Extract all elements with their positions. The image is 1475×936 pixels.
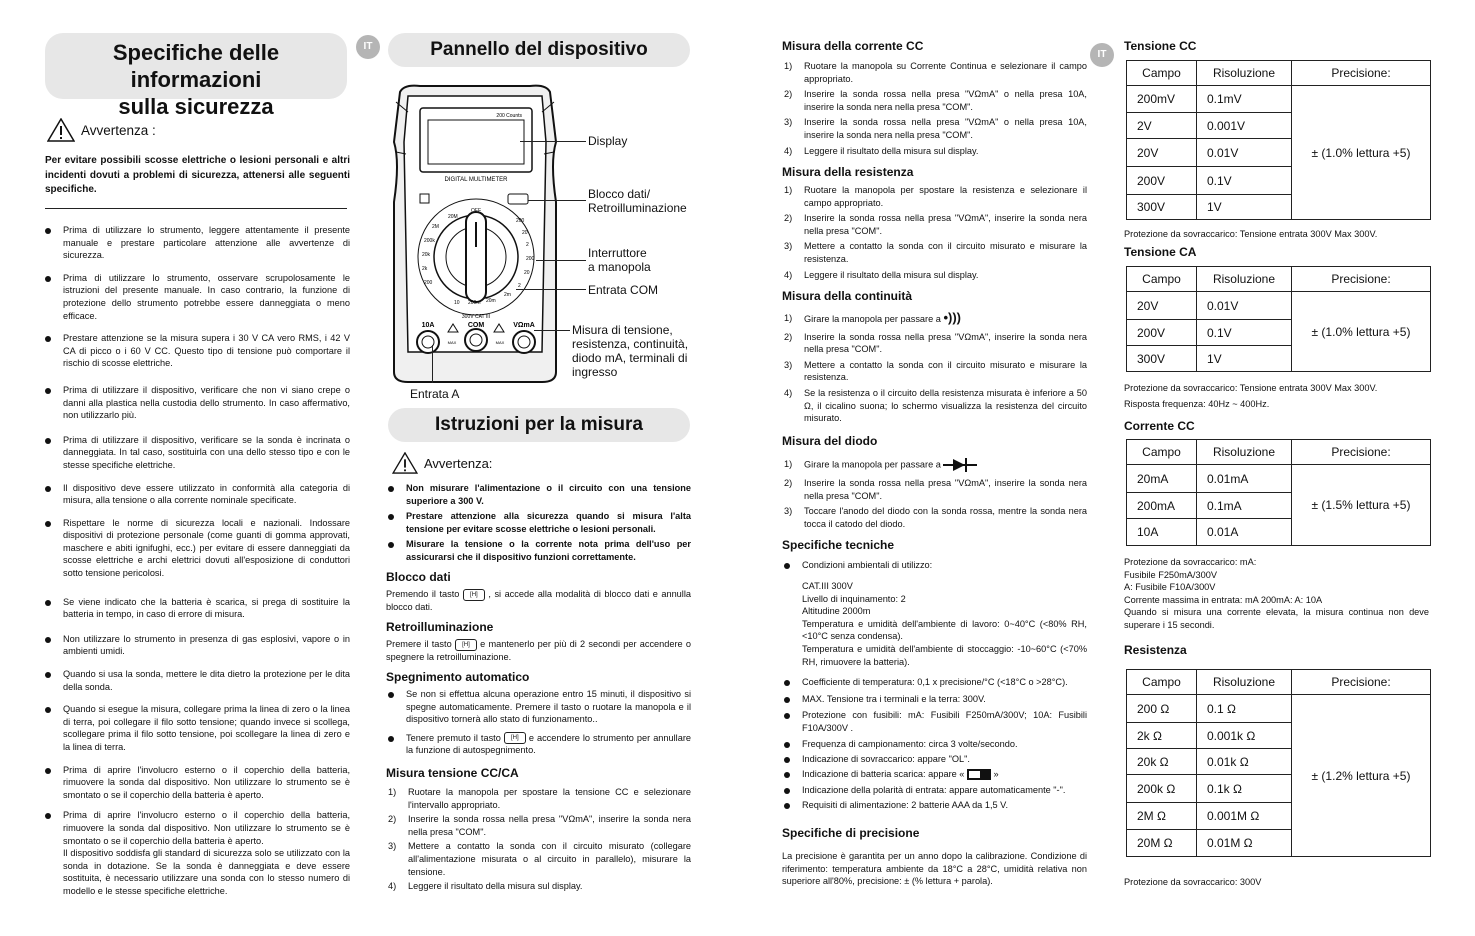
measure-title: Istruzioni per la misura	[388, 408, 690, 442]
display-counts-text: 200 Counts	[496, 113, 522, 119]
acv-table	[1126, 266, 1431, 372]
col-header-range: Campo	[1127, 61, 1197, 86]
cont-title: Misura della continuità	[782, 289, 913, 303]
dca-title: Corrente CC	[1124, 419, 1195, 433]
dial-label: 20	[524, 270, 530, 276]
safety-warning	[47, 118, 156, 142]
table-row: 200V 0.1V	[1127, 167, 1431, 195]
safety-item: Prima di utilizzare lo strumento, leggere attentamente il presente manuale e prestare particolare attenzione alle avvertenze di sicurezza.	[45, 224, 350, 262]
col-header-precision: Precisione:	[1292, 267, 1431, 292]
table-row: 200 Ω 0.1 Ω ± (1.2% lettura +5)	[1127, 695, 1431, 723]
vcc-title: Misura tensione CC/CA	[386, 766, 519, 780]
warning-triangle-icon	[47, 118, 75, 142]
table-row: 200mV 0.1mV ± (1.0% lettura +5)	[1127, 86, 1431, 113]
icc-item: 4) Leggere il risultato della misura sul display.	[784, 145, 979, 156]
dca-note: Protezione da sovraccarico: mA:	[1124, 557, 1257, 567]
acv-note2: Risposta frequenza: 40Hz ~ 400Hz.	[1124, 399, 1270, 409]
warning-triangle-icon	[392, 452, 418, 474]
precision-cell: ± (1.0% lettura +5)	[1292, 86, 1431, 220]
col-header-range: Campo	[1127, 267, 1197, 292]
table-row: 2M Ω 0.001M Ω	[1127, 803, 1431, 830]
safety-warning-label: Avvertenza :	[81, 122, 156, 138]
icc-item: 1) Ruotare la manopola su Corrente Continua e selezionare il campo appropriato.	[784, 61, 1087, 84]
cont-item: 2) Inserire la sonda rossa nella presa "VΩmA", inserire la sonda nera nella presa "COM".	[784, 331, 1087, 355]
dial-label: 20k	[422, 252, 431, 258]
multimeter-illustration	[390, 82, 560, 387]
hold-text: Premendo il tasto [H] , si accede alla modalità di blocco dati e annulla blocco dati.	[386, 589, 691, 612]
safety-item: Prima di utilizzare il dispositivo, verificare che non vi siano crepe o danni alla plastica nella custodia dello strumento. In caso affermativo, non utilizzarlo più.	[45, 384, 350, 422]
table-row: 300V 1V	[1127, 195, 1431, 220]
language-badge-left: IT	[356, 35, 380, 59]
res-table-title: Resistenza	[1124, 643, 1187, 657]
cont-item: 3) Mettere a contatto la sonda con il circuito misurato e misurare la resistenza.	[784, 359, 1087, 383]
precision-cell: ± (1.5% lettura +5)	[1292, 465, 1431, 546]
dcv-table	[1126, 60, 1431, 220]
leader-com	[516, 289, 586, 290]
label-knob: Interruttore a manopola	[588, 246, 651, 274]
dial-label: 10	[454, 300, 460, 306]
res-title: Misura della resistenza	[782, 165, 914, 179]
dial-label: 2M	[432, 224, 439, 230]
leader-a-in	[432, 345, 433, 383]
dca-notes	[1124, 556, 1429, 632]
table-row: 2V 0.001V	[1127, 113, 1431, 139]
safety-item: Non utilizzare lo strumento in presenza di gas esplosivi, vapore o in ambienti umidi.	[45, 633, 350, 658]
measure-warning-label: Avvertenza:	[424, 455, 493, 471]
cont-item: 1) Girare la manopola per passare a •)))	[784, 310, 961, 325]
col-header-resolution: Risoluzione	[1197, 267, 1292, 292]
vcc-item: 2) Inserire la sonda rossa nella presa "VΩmA", inserire la sonda nera nella presa "COM".	[388, 814, 691, 837]
jack-cat-text: 300V CAT III	[461, 314, 491, 320]
autooff-item: Tenere premuto il tasto [H] e accendere lo strumento per annullare la funzione di autospegnimento.	[388, 732, 691, 757]
measure-warning	[392, 452, 492, 474]
label-a-in: Entrata A	[410, 387, 460, 401]
dial-label: 2	[526, 242, 529, 248]
env-item: Condizioni ambientali di utilizzo:	[784, 559, 1087, 572]
dca-note: Quando si misura una corrente elevata, la misura continua non deve superare i 15 secondi.	[1124, 607, 1429, 630]
measure-warning-item: Misurare la tensione o la corrente nota prima dell'uso per assicurarsi che il dispositivo funzioni correttamente.	[388, 538, 691, 563]
dial-label: 200	[526, 256, 535, 262]
jack-a-text: 10A	[421, 322, 435, 329]
safety-item: Il dispositivo deve essere utilizzato in conformità alla categoria di misura, alla tensione o alla corrente nominale specificate.	[45, 482, 350, 507]
backlight-text: Premere il tasto [H] e mantenerlo per più di 2 secondi per accendere o spegnere la retroilluminazione.	[386, 639, 691, 662]
jack-max2-text: MAX	[495, 340, 505, 345]
leader-display	[520, 141, 586, 142]
hold-title: Blocco dati	[386, 570, 451, 584]
table-row: 20V 0.01V	[1127, 139, 1431, 167]
measure-warning-item: Prestare attenzione alla sicurezza quando si misura l'alta tensione per evitare scosse elettriche o lesioni personali.	[388, 510, 691, 535]
display-model-text: DIGITAL MULTIMETER	[444, 177, 508, 183]
table-header-row	[1127, 61, 1431, 86]
label-hold: Blocco dati/ Retroilluminazione	[588, 187, 687, 215]
dcv-title: Tensione CC	[1124, 39, 1197, 53]
measure-warning-list	[388, 482, 691, 564]
dca-note: Corrente massima in entrata: mA 200mA: A: 10A	[1124, 594, 1323, 605]
dca-note: A: Fusibile F10A/300V	[1124, 582, 1216, 593]
language-badge-right: IT	[1090, 43, 1114, 67]
dial-label: 2m	[504, 292, 511, 298]
jack-v-text: VΩmA	[513, 322, 535, 329]
dial-label: 200	[424, 280, 433, 286]
dial-label: 200m	[468, 300, 481, 306]
prec-title: Specifiche di precisione	[782, 826, 920, 840]
tech-item: Protezione con fusibili: mA: Fusibili F250mA/300V; 10A: Fusibili F10A/300V .	[784, 709, 1087, 734]
table-row: 200mA 0.1mA	[1127, 493, 1431, 519]
vcc-item: 3) Mettere a contatto la sonda con il circuito misurato (collegare all'alimentazione misurata o al circuito in parallelo), misurare la tensione.	[388, 841, 691, 877]
safety-last-extra: Il dispositivo soddisfa gli standard di sicurezza solo se utilizzato con la sonda in dotazione. Se la sonda è danneggiata e deve essere sostituita, è necessario utilizzare una sonda con lo stesso numero di modello e le stesse specifiche elettriche.	[63, 848, 350, 896]
safety-item: Prima di utilizzare il dispositivo, verificare se la sonda è incrinata o danneggiata. In tal caso, sostituirla con una dello stesso tipo e con le stesse specifiche elettriche.	[45, 434, 350, 472]
icc-item: 2) Inserire la sonda rossa nella presa "VΩmA" o nella presa 10A, inserire la sonda nera nella presa "COM".	[784, 89, 1087, 112]
safety-item: Quando si esegue la misura, collegare prima la linea di zero o la linea di terra, poi collegare il filo sotto tensione; quando invece si scollega, scollegare prima il filo sotto tensione, poi scollegare la linea di zero e la linea di terra.	[45, 703, 350, 753]
dial-label: 20	[522, 230, 528, 236]
table-row: 20mA 0.01mA ± (1.5% lettura +5)	[1127, 465, 1431, 493]
prec-text: La precisione è garantita per un anno dopo la calibrazione. Condizione di riferimento: temperatura ambiente da 18°C a 28°C, umidità relativa non superiore all'80%, precisione: ± (% lettura + parola).	[782, 851, 1087, 887]
env-list	[784, 559, 1087, 572]
col-header-precision: Precisione:	[1292, 440, 1431, 465]
env-line: Temperatura e umidità dell'ambiente di lavoro: 0~40°C (<80% RH, <10°C senza condensa).	[802, 618, 1087, 642]
continuity-buzzer-icon: •)))	[943, 310, 961, 325]
safety-title-line1: Specifiche delle informazioni	[112, 40, 280, 92]
diode-item: 1) Girare la manopola per passare a	[784, 458, 1087, 472]
tech-item: Indicazione di sovraccarico: appare "OL".	[784, 753, 1087, 766]
table-row: 20V 0.01V ± (1.0% lettura +5)	[1127, 292, 1431, 320]
cont-list	[784, 312, 1087, 425]
tech-item: Coefficiente di temperatura: 0,1 x precisione/°C (<18°C o >28°C).	[784, 676, 1087, 689]
battery-low-icon	[967, 769, 991, 780]
label-com: Entrata COM	[588, 283, 659, 297]
autooff-list	[388, 688, 691, 757]
table-row: 10A 0.01A	[1127, 519, 1431, 546]
col-header-resolution: Risoluzione	[1197, 670, 1292, 695]
hold-button-icon: [H]	[463, 589, 485, 601]
safety-title-box	[45, 33, 347, 119]
env-line: Altitudine 2000m	[802, 606, 871, 617]
safety-item: Prima di aprire l'involucro esterno o il coperchio della batteria, rimuovere la sonda dal dispositivo. Non utilizzare lo strumento se è smontato o se il coperchio della batteria è aperto. Il dispositivo soddisfa gli standard di sicurezza solo se utilizzato con la sonda in dotazione. Se la sonda è danneggiata e deve essere sostituita, è necessario utilizzare una sonda con lo stesso numero di modello e le stesse specifiche elettriche.	[45, 809, 350, 897]
dial-label: 200	[516, 218, 525, 224]
jack-max1-text: MAX	[447, 340, 457, 345]
safety-item: Prima di aprire l'involucro esterno o il coperchio della batteria, rimuovere la sonda dal dispositivo. Non utilizzare lo strumento se è smontato o se il coperchio della batteria è aperto.	[45, 764, 350, 802]
table-header-row	[1127, 670, 1431, 695]
dial-label: OFF	[471, 208, 481, 214]
table-row: 200V 0.1V	[1127, 320, 1431, 346]
dial-label: 2	[518, 283, 521, 289]
precision-cell: ± (1.2% lettura +5)	[1292, 695, 1431, 857]
autooff-title: Spegnimento automatico	[386, 670, 530, 684]
leader-hold	[528, 200, 586, 201]
res-item: 3) Mettere a contatto la sonda con il circuito misurato e misurare la resistenza.	[784, 241, 1087, 264]
backlight-title: Retroilluminazione	[386, 620, 494, 634]
res-item: 1) Ruotare la manopola per spostare la resistenza e selezionare il campo appropriato.	[784, 185, 1087, 208]
dial-label: 2k	[422, 266, 428, 272]
safety-item: Rispettare le norme di sicurezza locali e nazionali. Indossare dispositivi di protezione personale (come guanti di gomma approvati, maschere e abiti ignifughi, ecc.) per evitare di essere danneggiati da scosse elettriche e archi elettrici dovuti all'esposizione di conduttori sotto tensione pericolosi.	[45, 517, 350, 580]
tech-item: Indicazione della polarità di entrata: appare automaticamente "-".	[784, 784, 1087, 797]
dial-label: 20m	[486, 298, 496, 304]
autooff-item: Se non si effettua alcuna operazione entro 15 minuti, il dispositivo si spegne automaticamente. Premere il tasto o ruotare la manopola e il dispositivo tornerà allo stato di funzionamento..	[388, 688, 691, 726]
res-note: Protezione da sovraccarico: 300V	[1124, 877, 1262, 887]
col-header-range: Campo	[1127, 670, 1197, 695]
autooff-button-icon: [H]	[504, 732, 526, 744]
env-line: Temperatura e umidità dell'ambiente di stoccaggio: -10~60°C (<70% RH, rimuovere la batteria).	[802, 643, 1087, 667]
tech-item: MAX. Tensione tra i terminali e la terra: 300V.	[784, 693, 1087, 706]
acv-note: Protezione da sovraccarico: Tensione entrata 300V Max 300V.	[1124, 383, 1378, 393]
tech-title: Specifiche tecniche	[782, 538, 895, 552]
col-header-range: Campo	[1127, 440, 1197, 465]
vcc-list	[388, 786, 691, 893]
diode-title: Misura del diodo	[782, 434, 878, 448]
table-row: 20k Ω 0.01k Ω	[1127, 749, 1431, 775]
table-header-row	[1127, 440, 1431, 465]
dial-label: 200k	[424, 238, 435, 244]
label-vterm: Misura di tensione, resistenza, continuità, diodo mA, terminali di ingresso	[572, 323, 689, 379]
col-header-resolution: Risoluzione	[1197, 61, 1292, 86]
safety-divider	[45, 208, 347, 209]
diode-icon	[943, 458, 977, 472]
tech-item: Requisiti di alimentazione: 2 batterie AAA da 1,5 V.	[784, 799, 1087, 812]
panel-title: Pannello del dispositivo	[388, 33, 690, 67]
table-row: 200k Ω 0.1k Ω	[1127, 775, 1431, 803]
acv-title: Tensione CA	[1124, 245, 1197, 259]
precision-cell: ± (1.0% lettura +5)	[1292, 292, 1431, 372]
res-item: 2) Inserire la sonda rossa nella presa "VΩmA", inserire la sonda nera nella presa "COM".	[784, 213, 1087, 236]
safety-item: Quando si usa la sonda, mettere le dita dietro la protezione per le dita della sonda.	[45, 668, 350, 693]
tech-item: Indicazione di batteria scarica: appare « »	[784, 768, 1087, 781]
vcc-item: 4) Leggere il risultato della misura sul display.	[388, 881, 583, 892]
safety-intro: Per evitare possibili scosse elettriche o lesioni personali e altri incidenti dovuti a problemi di sicurezza, attenersi alle seguenti specifiche.	[45, 155, 350, 195]
env-details	[802, 580, 1087, 668]
table-row: 2k Ω 0.001k Ω	[1127, 723, 1431, 749]
col-header-precision: Precisione:	[1292, 670, 1431, 695]
tech-list	[784, 676, 1087, 811]
diode-list	[784, 458, 1087, 530]
safety-title-line2: sulla sicurezza	[118, 94, 274, 119]
dcv-note: Protezione da sovraccarico: Tensione entrata 300V Max 300V.	[1124, 229, 1378, 239]
backlight-button-icon: [H]	[455, 639, 477, 651]
leader-knob	[536, 260, 586, 261]
safety-item: Se viene indicato che la batteria è scarica, si prega di sostituire la batteria in tempo, in caso di errore di misura.	[45, 596, 350, 621]
measure-warning-item: Non misurare l'alimentazione o il circuito con una tensione superiore a 300 V.	[388, 482, 691, 507]
col-header-resolution: Risoluzione	[1197, 440, 1292, 465]
safety-item: Prestare attenzione se la misura supera i 30 V CA vero RMS, i 42 V CA di picco o i 60 V CC. Questo tipo di tensione può comportare il rischio di scosse elettriche.	[45, 332, 350, 370]
res-item: 4) Leggere il risultato della misura sul display.	[784, 269, 979, 280]
table-row: 20M Ω 0.01M Ω	[1127, 830, 1431, 857]
env-line: Livello di inquinamento: 2	[802, 593, 906, 604]
vcc-item: 1) Ruotare la manopola per spostare la tensione CC e selezionare l'intervallo appropriato.	[388, 787, 691, 810]
dial-label: 20M	[448, 214, 458, 220]
dca-table	[1126, 439, 1431, 546]
icc-title: Misura della corrente CC	[782, 39, 924, 53]
table-row: 300V 1V	[1127, 346, 1431, 372]
dca-note: Fusibile F250mA/300V	[1124, 569, 1217, 580]
safety-item: Prima di utilizzare lo strumento, osservare scrupolosamente le istruzioni del presente manuale. In caso contrario, la funzione di protezione dello strumento potrebbe essere danneggiata o meno efficace.	[45, 272, 350, 322]
cont-item: 4) Se la resistenza o il circuito della resistenza misurata è inferiore a 50 Ω, il cicalino suona; lo schermo visualizza la resistenza del circuito misurato.	[784, 387, 1087, 424]
env-line: CAT.III 300V	[802, 581, 853, 591]
tech-item: Frequenza di campionamento: circa 3 volte/secondo.	[784, 738, 1087, 751]
res-table	[1126, 669, 1431, 857]
res-list	[784, 184, 1087, 281]
diode-item: 2) Inserire la sonda rossa nella presa "VΩmA", inserire la sonda nera nella presa "COM".	[784, 478, 1087, 501]
col-header-precision: Precisione:	[1292, 61, 1431, 86]
icc-item: 3) Inserire la sonda rossa nella presa "VΩmA" o nella presa 10A, inserire la sonda nera nella presa "COM".	[784, 117, 1087, 140]
icc-list	[784, 60, 1087, 157]
jack-com-text: COM	[467, 322, 485, 329]
leader-vterm	[534, 330, 570, 331]
label-display: Display	[588, 134, 628, 148]
diode-item: 3) Toccare l'anodo del diodo con la sonda rossa, mentre la sonda nera tocca il catodo del diodo.	[784, 506, 1087, 529]
table-header-row	[1127, 267, 1431, 292]
safety-list	[45, 224, 350, 898]
